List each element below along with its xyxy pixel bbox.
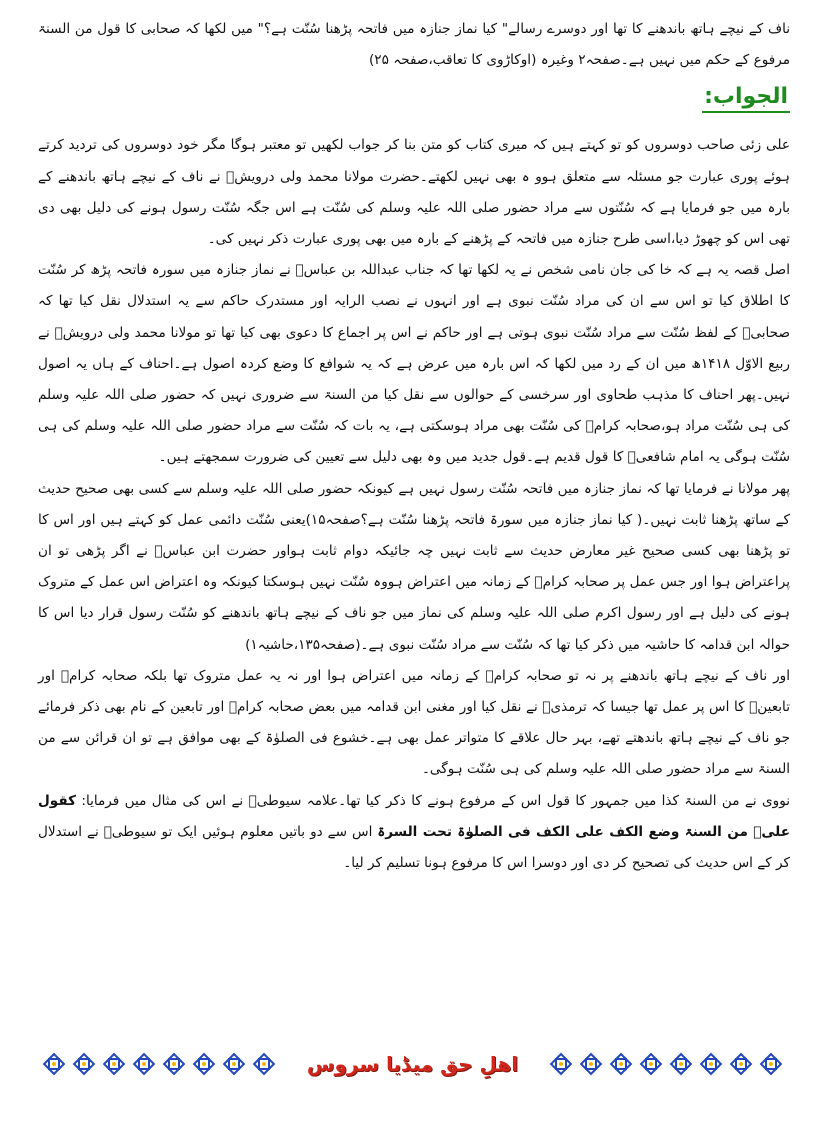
brand-logo-text: اھلِ حق میڈیا سروس <box>306 1052 519 1076</box>
paragraph-3: پھر مولانا نے فرمایا تھا کہ نماز جنازہ میں فاتحہ سُنّت رسول نہیں ہے کیونکہ حضور صلی اللہ علیہ وسلم سے کسی بھی صحیح حدیث کے ساتھ پڑھنا ثابت نہیں۔( کیا نماز جنازہ میں سورۃ فاتحہ پڑھنا سُنّت ہے؟صفحہ۱۵)یعنی سُنّت دائمی عمل کو کہتے ہیں اور اس کا تو پڑھنا بھی کسی صحیح غیر معارض حدیث سے ثابت نہیں چہ جائیکہ دوام ثابت ہواور حضرت ابن عباسؓ نے اگر پڑھی تو ان پراعتراض ہوا اور جس عمل پر صحابہ کرامؓ کے زمانہ میں اعتراض ہووہ سُنّت نہیں ہوسکتا کیونکہ وہ اعتراض اس عمل کے متروک ہونے کی دلیل ہے اور رسول اکرم صلی اللہ علیہ وسلم کی نماز میں جو ناف کے نیچے ہاتھ باندھنے کو سُنّت رسول قرار دیا اس کا حوالہ ابن قدامہ کا حاشیہ میں ذکر کیا تھا کہ سُنّت سے مراد سُنّت نبوی ہے۔(صفحہ۱۳۵،حاشیہ۱) <box>38 480 790 653</box>
ornament-icon <box>547 1050 575 1078</box>
intro-paragraph: ناف کے نیچے ہاتھ باندھنے کا تھا اور دوسرے رسالے" کیا نماز جنازہ میں فاتحہ پڑھنا سُنّت ہے؟" میں لکھا کہ صحابی کا قول من السنۃ مرفوع کے حکم میں نہیں ہے۔صفحہ۲ وغیرہ (اوکاڑوی کا تعاقب،صفحہ ۲۵) <box>38 21 790 69</box>
answer-heading: الجواب: <box>702 84 790 113</box>
decorative-border-right <box>547 1050 785 1078</box>
ornament-icon <box>160 1050 188 1078</box>
ornament-icon <box>697 1050 725 1078</box>
paragraph-1: علی زئی صاحب دوسروں کو تو کہتے ہیں کہ میری کتاب کو متن بنا کر جواب لکھیں تو معتبر ہوگا مگر خود دوسروں کی تردید کرتے ہوئے پوری عبارت جو مسئلہ سے متعلق ہوو ہ بھی نہیں لکھتے۔حضرت مولانا محمد ولی درویشؒ نے ناف کے نیچے ہاتھ باندھنے کے بارہ میں جو فرمایا ہے کہ سُنّتوں سے مراد حضور صلی اللہ علیہ وسلم کی سُنّت ہے اس جگہ سُنّت رسول ہونے کی دلیل بھی دی تھی اس کو چھوڑ دیا،اسی طرح جنازہ میں فاتحہ کے پڑھنے کے بارہ میں بھی پوری عبارت ذکر نہیں کی۔ <box>38 137 790 248</box>
ornament-icon <box>220 1050 248 1078</box>
ornament-icon <box>667 1050 695 1078</box>
ornament-icon <box>130 1050 158 1078</box>
paragraph-5-text-end: اس سے دو باتیں معلوم ہوئیں ایک تو سیوطیؒ نے استدلال کر کے اس حدیث کی تصحیح کر دی اور دوسرا اس کا مرفوع ہونا تسلیم کر لیا۔ <box>38 823 790 872</box>
footer-banner <box>40 1046 785 1082</box>
ornament-icon <box>100 1050 128 1078</box>
decorative-border-left <box>40 1050 278 1078</box>
ornament-icon <box>757 1050 785 1078</box>
ornament-icon <box>607 1050 635 1078</box>
paragraph-5-text: نووی نے من السنۃ کذا میں جمہور کا قول اس کے مرفوع ہونے کا ذکر کیا تھا۔علامہ سیوطیؒ نے اس کی مثال میں فرمایا: <box>76 792 790 809</box>
paragraph-5-quote: کقول علیؓ من السنۃ وضع الکف علی الکف فی الصلوٰۃ تحت السرۃ <box>38 792 790 840</box>
ornament-icon <box>70 1050 98 1078</box>
paragraph-2: اصل قصہ یہ ہے کہ خا کی جان نامی شخص نے یہ لکھا تھا کہ جناب عبداللہ بن عباسؓ نے نماز جنازہ میں سورہ فاتحہ پڑھ کر سُنّت کا اطلاق کیا تو اس سے ان کی مراد سُنّت نبوی ہے اور انہوں نے نصب الرایہ اور مستدرک حاکم سے یہ استدلال نقل کیا تھا کہ صحابیؓ کے لفظ سُنّت سے مراد سُنّت نبوی ہوتی ہے اور حاکم نے اس پر اجماع کا دعوی بھی کیا تھا تو مولانا محمد ولی درویشؒ نے ربیع الاوّل ۱۴۱۸ھ میں ان کے رد میں لکھا کہ اس بارہ میں عرض ہے کہ یہ شوافع کا وضع کردہ اصول ہے۔احناف کے ہاں یہ اصول نہیں۔پھر احناف کا مذہب طحاوی اور سرخسی کے حوالوں سے نقل کیا من السنۃ سے ضروری نہیں کہ حضور صلی اللہ علیہ وسلم کی ہی سُنّت مراد ہو،صحابہ کرامؓ کی سُنّت بھی مراد ہوسکتی ہے، یہ بات کہ سُنّت سے مراد حضور صلی اللہ علیہ وسلم کی ہی سُنّت ہوگی یہ امام شافعیؒ کا قول قدیم ہے۔قول جدید میں وہ بھی دلیل سے تعیین کی ضرورت سمجھتے ہیں۔ <box>38 262 790 466</box>
ornament-icon <box>637 1050 665 1078</box>
paragraph-5 <box>38 786 790 880</box>
ornament-icon <box>727 1050 755 1078</box>
ornament-icon <box>250 1050 278 1078</box>
answer-heading-wrap <box>38 84 790 124</box>
ornament-icon <box>577 1050 605 1078</box>
document-body <box>38 14 790 879</box>
ornament-icon <box>40 1050 68 1078</box>
ornament-icon <box>190 1050 218 1078</box>
paragraph-4: اور ناف کے نیچے ہاتھ باندھنے پر نہ تو صحابہ کرامؓ کے زمانہ میں اعتراض ہوا اور نہ یہ عمل متروک تھا بلکہ صحابہ کرامؓ اور تابعینؒ کا اس پر عمل تھا جیسا کہ ترمذیؒ نے نقل کیا اور مغنی ابن قدامہ میں بعض صحابہ کرامؓ اور تابعین کے نام بھی ذکر فرمائے جو ناف کے نیچے ہاتھ باندھتے تھے، بہر حال علاقے کا متواتر عمل بھی ہے۔خشوع فی الصلوٰۃ کے بھی موافق ہے تو ان قرائن سے من السنۃ سے مراد حضور صلی اللہ علیہ وسلم کی ہی سُنّت ہوگی۔ <box>38 667 790 778</box>
